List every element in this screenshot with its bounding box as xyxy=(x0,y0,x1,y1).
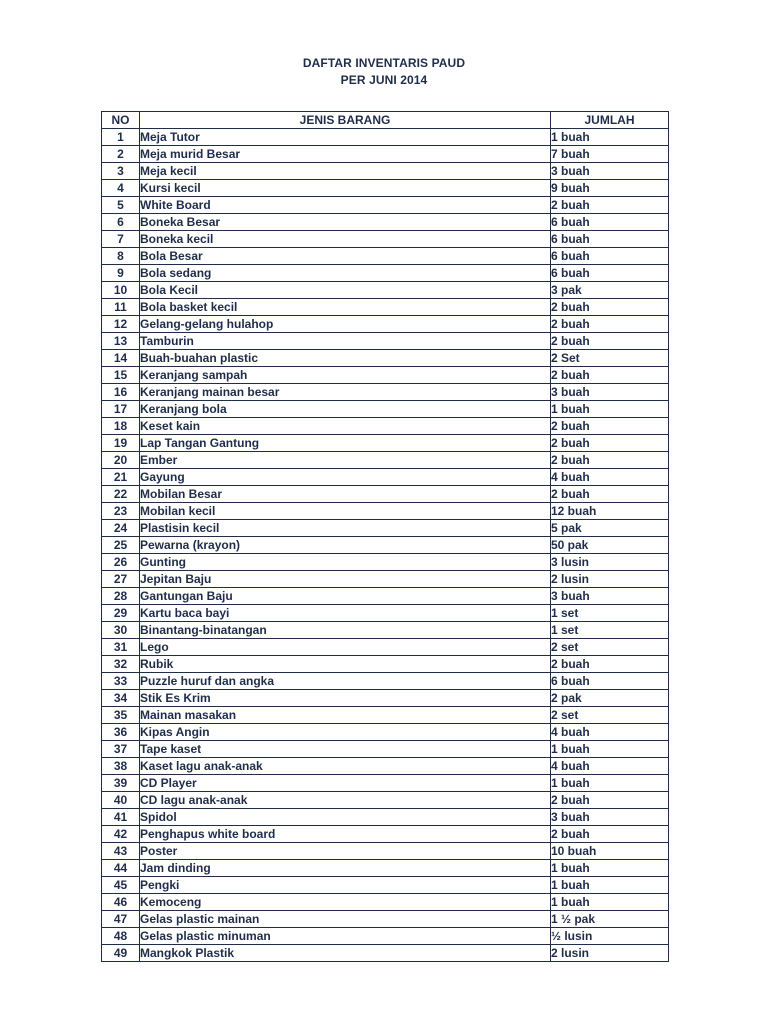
row-number: 13 xyxy=(102,333,140,350)
row-number: 38 xyxy=(102,758,140,775)
table-row xyxy=(102,452,669,469)
row-number: 34 xyxy=(102,690,140,707)
item-name: Tamburin xyxy=(140,333,551,350)
item-quantity: 1 set xyxy=(551,622,669,639)
item-name: Kemoceng xyxy=(140,894,551,911)
table-row xyxy=(102,418,669,435)
item-name: Keranjang sampah xyxy=(140,367,551,384)
table-row xyxy=(102,248,669,265)
item-name: Kursi kecil xyxy=(140,180,551,197)
item-quantity: 1 buah xyxy=(551,894,669,911)
item-quantity: 4 buah xyxy=(551,758,669,775)
row-number: 5 xyxy=(102,197,140,214)
table-row xyxy=(102,469,669,486)
table-row xyxy=(102,928,669,945)
row-number: 22 xyxy=(102,486,140,503)
item-quantity: 3 buah xyxy=(551,588,669,605)
row-number: 29 xyxy=(102,605,140,622)
item-quantity: 2 buah xyxy=(551,197,669,214)
item-quantity: 1 buah xyxy=(551,129,669,146)
item-name: White Board xyxy=(140,197,551,214)
item-name: Lap Tangan Gantung xyxy=(140,435,551,452)
item-quantity: 2 Set xyxy=(551,350,669,367)
item-quantity: 9 buah xyxy=(551,180,669,197)
item-name: Buah-buahan plastic xyxy=(140,350,551,367)
header-no: NO xyxy=(102,112,140,129)
row-number: 7 xyxy=(102,231,140,248)
item-name: Gantungan Baju xyxy=(140,588,551,605)
item-quantity: 2 lusin xyxy=(551,571,669,588)
table-row xyxy=(102,588,669,605)
item-name: Rubik xyxy=(140,656,551,673)
item-quantity: 50 pak xyxy=(551,537,669,554)
item-quantity: 2 lusin xyxy=(551,945,669,962)
item-name: Spidol xyxy=(140,809,551,826)
table-header-row xyxy=(102,112,669,129)
item-quantity: 12 buah xyxy=(551,503,669,520)
item-quantity: 2 buah xyxy=(551,418,669,435)
item-name: Gelas plastic mainan xyxy=(140,911,551,928)
item-name: Lego xyxy=(140,639,551,656)
item-name: Keranjang bola xyxy=(140,401,551,418)
title-line-2: PER JUNI 2014 xyxy=(340,73,428,87)
row-number: 30 xyxy=(102,622,140,639)
item-quantity: 1 buah xyxy=(551,401,669,418)
header-quantity: JUMLAH xyxy=(551,112,669,129)
item-name: Kipas Angin xyxy=(140,724,551,741)
item-quantity: 2 buah xyxy=(551,792,669,809)
item-name: Gelang-gelang hulahop xyxy=(140,316,551,333)
row-number: 4 xyxy=(102,180,140,197)
item-name: Binantang-binatangan xyxy=(140,622,551,639)
item-name: Meja Tutor xyxy=(140,129,551,146)
item-quantity: 3 lusin xyxy=(551,554,669,571)
row-number: 35 xyxy=(102,707,140,724)
row-number: 3 xyxy=(102,163,140,180)
table-row xyxy=(102,809,669,826)
table-row xyxy=(102,843,669,860)
item-name: Kaset lagu anak-anak xyxy=(140,758,551,775)
table-row xyxy=(102,180,669,197)
item-quantity: 1 buah xyxy=(551,741,669,758)
item-quantity: 2 set xyxy=(551,707,669,724)
row-number: 36 xyxy=(102,724,140,741)
item-name: Boneka Besar xyxy=(140,214,551,231)
item-quantity: 6 buah xyxy=(551,231,669,248)
table-row xyxy=(102,605,669,622)
item-name: Mobilan Besar xyxy=(140,486,551,503)
table-row xyxy=(102,656,669,673)
table-row xyxy=(102,707,669,724)
item-name: Keranjang mainan besar xyxy=(140,384,551,401)
item-quantity: 6 buah xyxy=(551,248,669,265)
item-name: Keset kain xyxy=(140,418,551,435)
table-row xyxy=(102,282,669,299)
row-number: 17 xyxy=(102,401,140,418)
row-number: 42 xyxy=(102,826,140,843)
table-row xyxy=(102,129,669,146)
table-row xyxy=(102,350,669,367)
table-row xyxy=(102,435,669,452)
inventory-table xyxy=(101,111,669,962)
item-name: Meja kecil xyxy=(140,163,551,180)
item-name: CD Player xyxy=(140,775,551,792)
row-number: 47 xyxy=(102,911,140,928)
row-number: 39 xyxy=(102,775,140,792)
item-quantity: 3 buah xyxy=(551,809,669,826)
row-number: 14 xyxy=(102,350,140,367)
table-row xyxy=(102,503,669,520)
item-quantity: ½ lusin xyxy=(551,928,669,945)
table-row xyxy=(102,554,669,571)
item-name: Poster xyxy=(140,843,551,860)
row-number: 45 xyxy=(102,877,140,894)
table-row xyxy=(102,520,669,537)
row-number: 26 xyxy=(102,554,140,571)
table-row xyxy=(102,384,669,401)
table-row xyxy=(102,146,669,163)
table-row xyxy=(102,163,669,180)
table-row xyxy=(102,639,669,656)
item-quantity: 6 buah xyxy=(551,673,669,690)
table-row xyxy=(102,333,669,350)
table-row xyxy=(102,775,669,792)
table-row xyxy=(102,673,669,690)
table-row xyxy=(102,299,669,316)
item-quantity: 2 buah xyxy=(551,486,669,503)
item-quantity: 1 ½ pak xyxy=(551,911,669,928)
item-quantity: 5 pak xyxy=(551,520,669,537)
table-row xyxy=(102,537,669,554)
row-number: 19 xyxy=(102,435,140,452)
item-name: Meja murid Besar xyxy=(140,146,551,163)
table-row xyxy=(102,367,669,384)
table-row xyxy=(102,826,669,843)
item-name: Plastisin kecil xyxy=(140,520,551,537)
table-row xyxy=(102,792,669,809)
item-quantity: 2 buah xyxy=(551,299,669,316)
item-quantity: 6 buah xyxy=(551,214,669,231)
item-name: Tape kaset xyxy=(140,741,551,758)
table-row xyxy=(102,214,669,231)
item-quantity: 2 buah xyxy=(551,333,669,350)
item-quantity: 3 pak xyxy=(551,282,669,299)
table-row xyxy=(102,401,669,418)
item-quantity: 1 buah xyxy=(551,877,669,894)
item-quantity: 2 set xyxy=(551,639,669,656)
row-number: 49 xyxy=(102,945,140,962)
item-name: Kartu baca bayi xyxy=(140,605,551,622)
row-number: 9 xyxy=(102,265,140,282)
item-name: Bola Besar xyxy=(140,248,551,265)
row-number: 27 xyxy=(102,571,140,588)
item-name: Jam dinding xyxy=(140,860,551,877)
table-row xyxy=(102,265,669,282)
row-number: 46 xyxy=(102,894,140,911)
row-number: 8 xyxy=(102,248,140,265)
item-name: Ember xyxy=(140,452,551,469)
row-number: 25 xyxy=(102,537,140,554)
table-row xyxy=(102,486,669,503)
item-name: Gayung xyxy=(140,469,551,486)
table-row xyxy=(102,758,669,775)
row-number: 16 xyxy=(102,384,140,401)
table-row xyxy=(102,741,669,758)
item-quantity: 3 buah xyxy=(551,384,669,401)
item-quantity: 2 buah xyxy=(551,435,669,452)
row-number: 21 xyxy=(102,469,140,486)
row-number: 1 xyxy=(102,129,140,146)
item-quantity: 3 buah xyxy=(551,163,669,180)
item-name: CD lagu anak-anak xyxy=(140,792,551,809)
item-quantity: 6 buah xyxy=(551,265,669,282)
row-number: 23 xyxy=(102,503,140,520)
item-name: Bola basket kecil xyxy=(140,299,551,316)
row-number: 31 xyxy=(102,639,140,656)
table-row xyxy=(102,690,669,707)
item-name: Pewarna (krayon) xyxy=(140,537,551,554)
item-quantity: 4 buah xyxy=(551,469,669,486)
item-name: Mobilan kecil xyxy=(140,503,551,520)
item-name: Penghapus white board xyxy=(140,826,551,843)
table-row xyxy=(102,894,669,911)
item-quantity: 2 pak xyxy=(551,690,669,707)
row-number: 2 xyxy=(102,146,140,163)
item-name: Mainan masakan xyxy=(140,707,551,724)
row-number: 43 xyxy=(102,843,140,860)
title-line-1: DAFTAR INVENTARIS PAUD xyxy=(302,56,466,70)
item-quantity: 2 buah xyxy=(551,452,669,469)
row-number: 12 xyxy=(102,316,140,333)
row-number: 15 xyxy=(102,367,140,384)
row-number: 48 xyxy=(102,928,140,945)
table-row xyxy=(102,571,669,588)
item-quantity: 10 buah xyxy=(551,843,669,860)
item-name: Gunting xyxy=(140,554,551,571)
item-name: Stik Es Krim xyxy=(140,690,551,707)
item-quantity: 4 buah xyxy=(551,724,669,741)
item-name: Pengki xyxy=(140,877,551,894)
item-quantity: 1 buah xyxy=(551,775,669,792)
row-number: 32 xyxy=(102,656,140,673)
item-quantity: 2 buah xyxy=(551,367,669,384)
item-quantity: 2 buah xyxy=(551,316,669,333)
item-quantity: 1 buah xyxy=(551,860,669,877)
table-row xyxy=(102,860,669,877)
item-name: Boneka kecil xyxy=(140,231,551,248)
item-quantity: 2 buah xyxy=(551,656,669,673)
row-number: 20 xyxy=(102,452,140,469)
header-item-name: JENIS BARANG xyxy=(140,112,551,129)
item-quantity: 2 buah xyxy=(551,826,669,843)
row-number: 40 xyxy=(102,792,140,809)
table-row xyxy=(102,197,669,214)
row-number: 24 xyxy=(102,520,140,537)
row-number: 33 xyxy=(102,673,140,690)
item-name: Bola Kecil xyxy=(140,282,551,299)
item-name: Gelas plastic minuman xyxy=(140,928,551,945)
table-row xyxy=(102,945,669,962)
row-number: 37 xyxy=(102,741,140,758)
row-number: 41 xyxy=(102,809,140,826)
table-row xyxy=(102,231,669,248)
row-number: 11 xyxy=(102,299,140,316)
item-name: Puzzle huruf dan angka xyxy=(140,673,551,690)
item-quantity: 1 set xyxy=(551,605,669,622)
item-quantity: 7 buah xyxy=(551,146,669,163)
document-title xyxy=(0,55,768,89)
row-number: 10 xyxy=(102,282,140,299)
item-name: Bola sedang xyxy=(140,265,551,282)
row-number: 28 xyxy=(102,588,140,605)
table-row xyxy=(102,911,669,928)
item-name: Jepitan Baju xyxy=(140,571,551,588)
table-row xyxy=(102,877,669,894)
row-number: 18 xyxy=(102,418,140,435)
table-row xyxy=(102,316,669,333)
table-body xyxy=(102,129,669,962)
row-number: 44 xyxy=(102,860,140,877)
table-row xyxy=(102,724,669,741)
item-name: Mangkok Plastik xyxy=(140,945,551,962)
table-row xyxy=(102,622,669,639)
row-number: 6 xyxy=(102,214,140,231)
